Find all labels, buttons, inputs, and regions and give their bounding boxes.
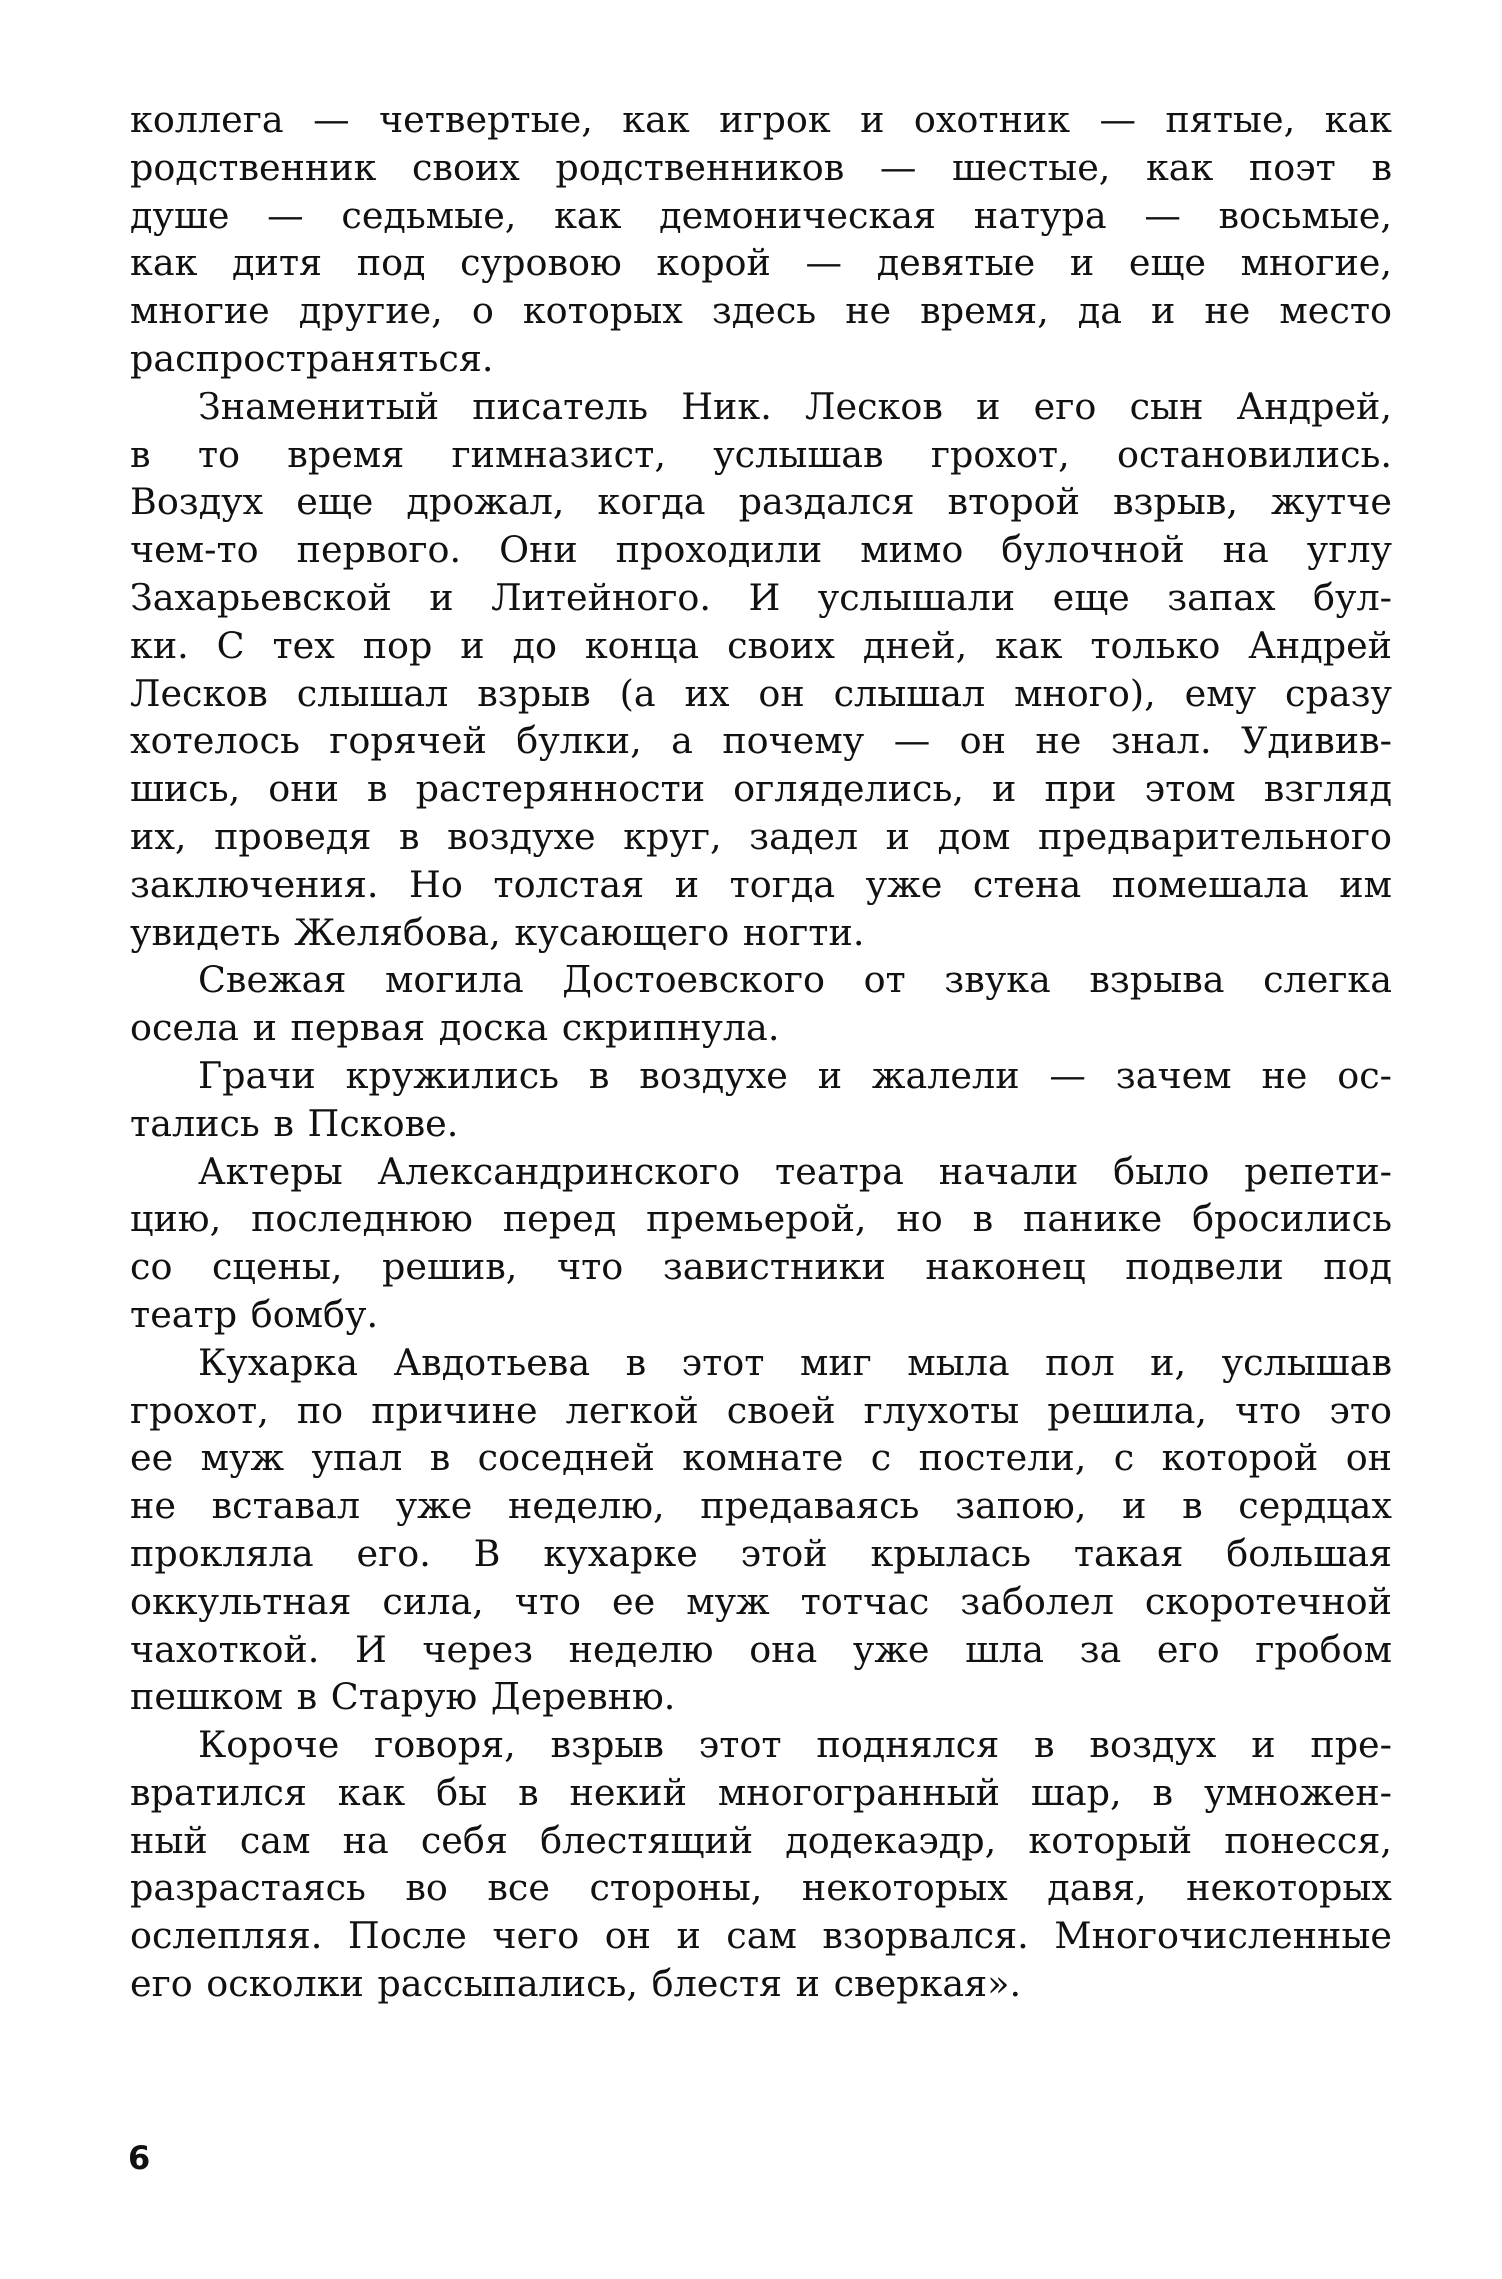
paragraph-2 bbox=[130, 956, 1392, 1052]
text-line: пешком в Старую Деревню. bbox=[130, 1675, 676, 1719]
text-line: шись, они в растерянности огляделись, и при этом взгляд bbox=[130, 767, 1392, 811]
text-line: коллега — четвертые, как игрок и охотник — пятые, как bbox=[130, 98, 1392, 141]
text-line: не вставал уже неделю, предаваясь запою, и в сердцах bbox=[130, 1484, 1392, 1528]
text-line: грохот, по причине легкой своей глухоты решила, что это bbox=[130, 1388, 1392, 1432]
paragraph-0 bbox=[130, 96, 1392, 383]
text-line: заключения. Но толстая и тогда уже стена помешала им bbox=[130, 862, 1392, 906]
text-line: Лесков слышал взрыв (а их он слышал много), ему сразу bbox=[130, 671, 1392, 715]
paragraph-6 bbox=[130, 1721, 1392, 2008]
text-line: оккультная сила, что ее муж тотчас заболел скоротечной bbox=[130, 1579, 1392, 1623]
text-line: как дитя под суровою корой — девятые и еще многие, bbox=[130, 241, 1392, 285]
paragraph-4 bbox=[130, 1148, 1392, 1339]
text-line: Знаменитый писатель Ник. Лесков и его сын Андрей, bbox=[198, 384, 1392, 428]
text-line: театр бомбу. bbox=[130, 1292, 379, 1336]
text-line: увидеть Желябова, кусающего ногти. bbox=[130, 910, 865, 954]
text-line: прокляла его. В кухарке этой крылась такая большая bbox=[130, 1531, 1392, 1575]
paragraph-1 bbox=[130, 383, 1392, 957]
body-text bbox=[130, 96, 1392, 2008]
text-line: осела и первая доска скрипнула. bbox=[130, 1006, 780, 1050]
text-line: в то время гимназист, услышав грохот, остановились. bbox=[130, 432, 1392, 476]
text-line: Захарьевской и Литейного. И услышали еще запах бул- bbox=[130, 575, 1392, 619]
text-line: распространяться. bbox=[130, 336, 494, 380]
text-line: чем-то первого. Они проходили мимо булочной на углу bbox=[130, 528, 1392, 572]
text-line: Свежая могила Достоевского от звука взрыва слегка bbox=[198, 958, 1392, 1002]
text-line: чахоткой. И через неделю она уже шла за его гробом bbox=[130, 1627, 1392, 1671]
text-line: тались в Пскове. bbox=[130, 1101, 459, 1145]
text-line: родственник своих родственников — шестые, как поэт в bbox=[130, 145, 1392, 189]
text-line: его осколки рассыпались, блестя и сверкая». bbox=[130, 1962, 1022, 2006]
text-line: хотелось горячей булки, а почему — он не знал. Удивив- bbox=[130, 719, 1392, 763]
text-line: их, проведя в воздухе круг, задел и дом предварительного bbox=[130, 814, 1392, 858]
text-line: цию, последнюю перед премьерой, но в панике бросились bbox=[130, 1197, 1392, 1241]
text-line: Короче говоря, взрыв этот поднялся в воздух и пре- bbox=[198, 1723, 1392, 1767]
text-line: разрастаясь во все стороны, некоторых давя, некоторых bbox=[130, 1866, 1392, 1910]
text-line: со сцены, решив, что завистники наконец подвели под bbox=[130, 1245, 1392, 1289]
text-line: душе — седьмые, как демоническая натура — восьмые, bbox=[130, 193, 1392, 237]
paragraph-3 bbox=[130, 1052, 1392, 1148]
text-line: Грачи кружились в воздухе и жалели — зачем не ос- bbox=[198, 1053, 1392, 1097]
text-line: ослепляя. После чего он и сам взорвался. Многочисленные bbox=[130, 1914, 1392, 1958]
text-line: Воздух еще дрожал, когда раздался второй взрыв, жутче bbox=[130, 480, 1392, 524]
page-number: 6 bbox=[128, 2139, 151, 2177]
paragraph-5 bbox=[130, 1339, 1392, 1721]
text-line: ее муж упал в соседней комнате с постели, с которой он bbox=[130, 1436, 1392, 1480]
text-line: вратился как бы в некий многогранный шар, в умножен- bbox=[130, 1770, 1392, 1814]
text-line: ки. С тех пор и до конца своих дней, как только Андрей bbox=[130, 623, 1392, 667]
text-line: многие другие, о которых здесь не время, да и не место bbox=[130, 289, 1392, 333]
text-line: Кухарка Авдотьева в этот миг мыла пол и, услышав bbox=[198, 1340, 1392, 1384]
text-line: Актеры Александринского театра начали было репети- bbox=[198, 1149, 1392, 1193]
text-line: ный сам на себя блестящий додекаэдр, который понесся, bbox=[130, 1818, 1392, 1862]
